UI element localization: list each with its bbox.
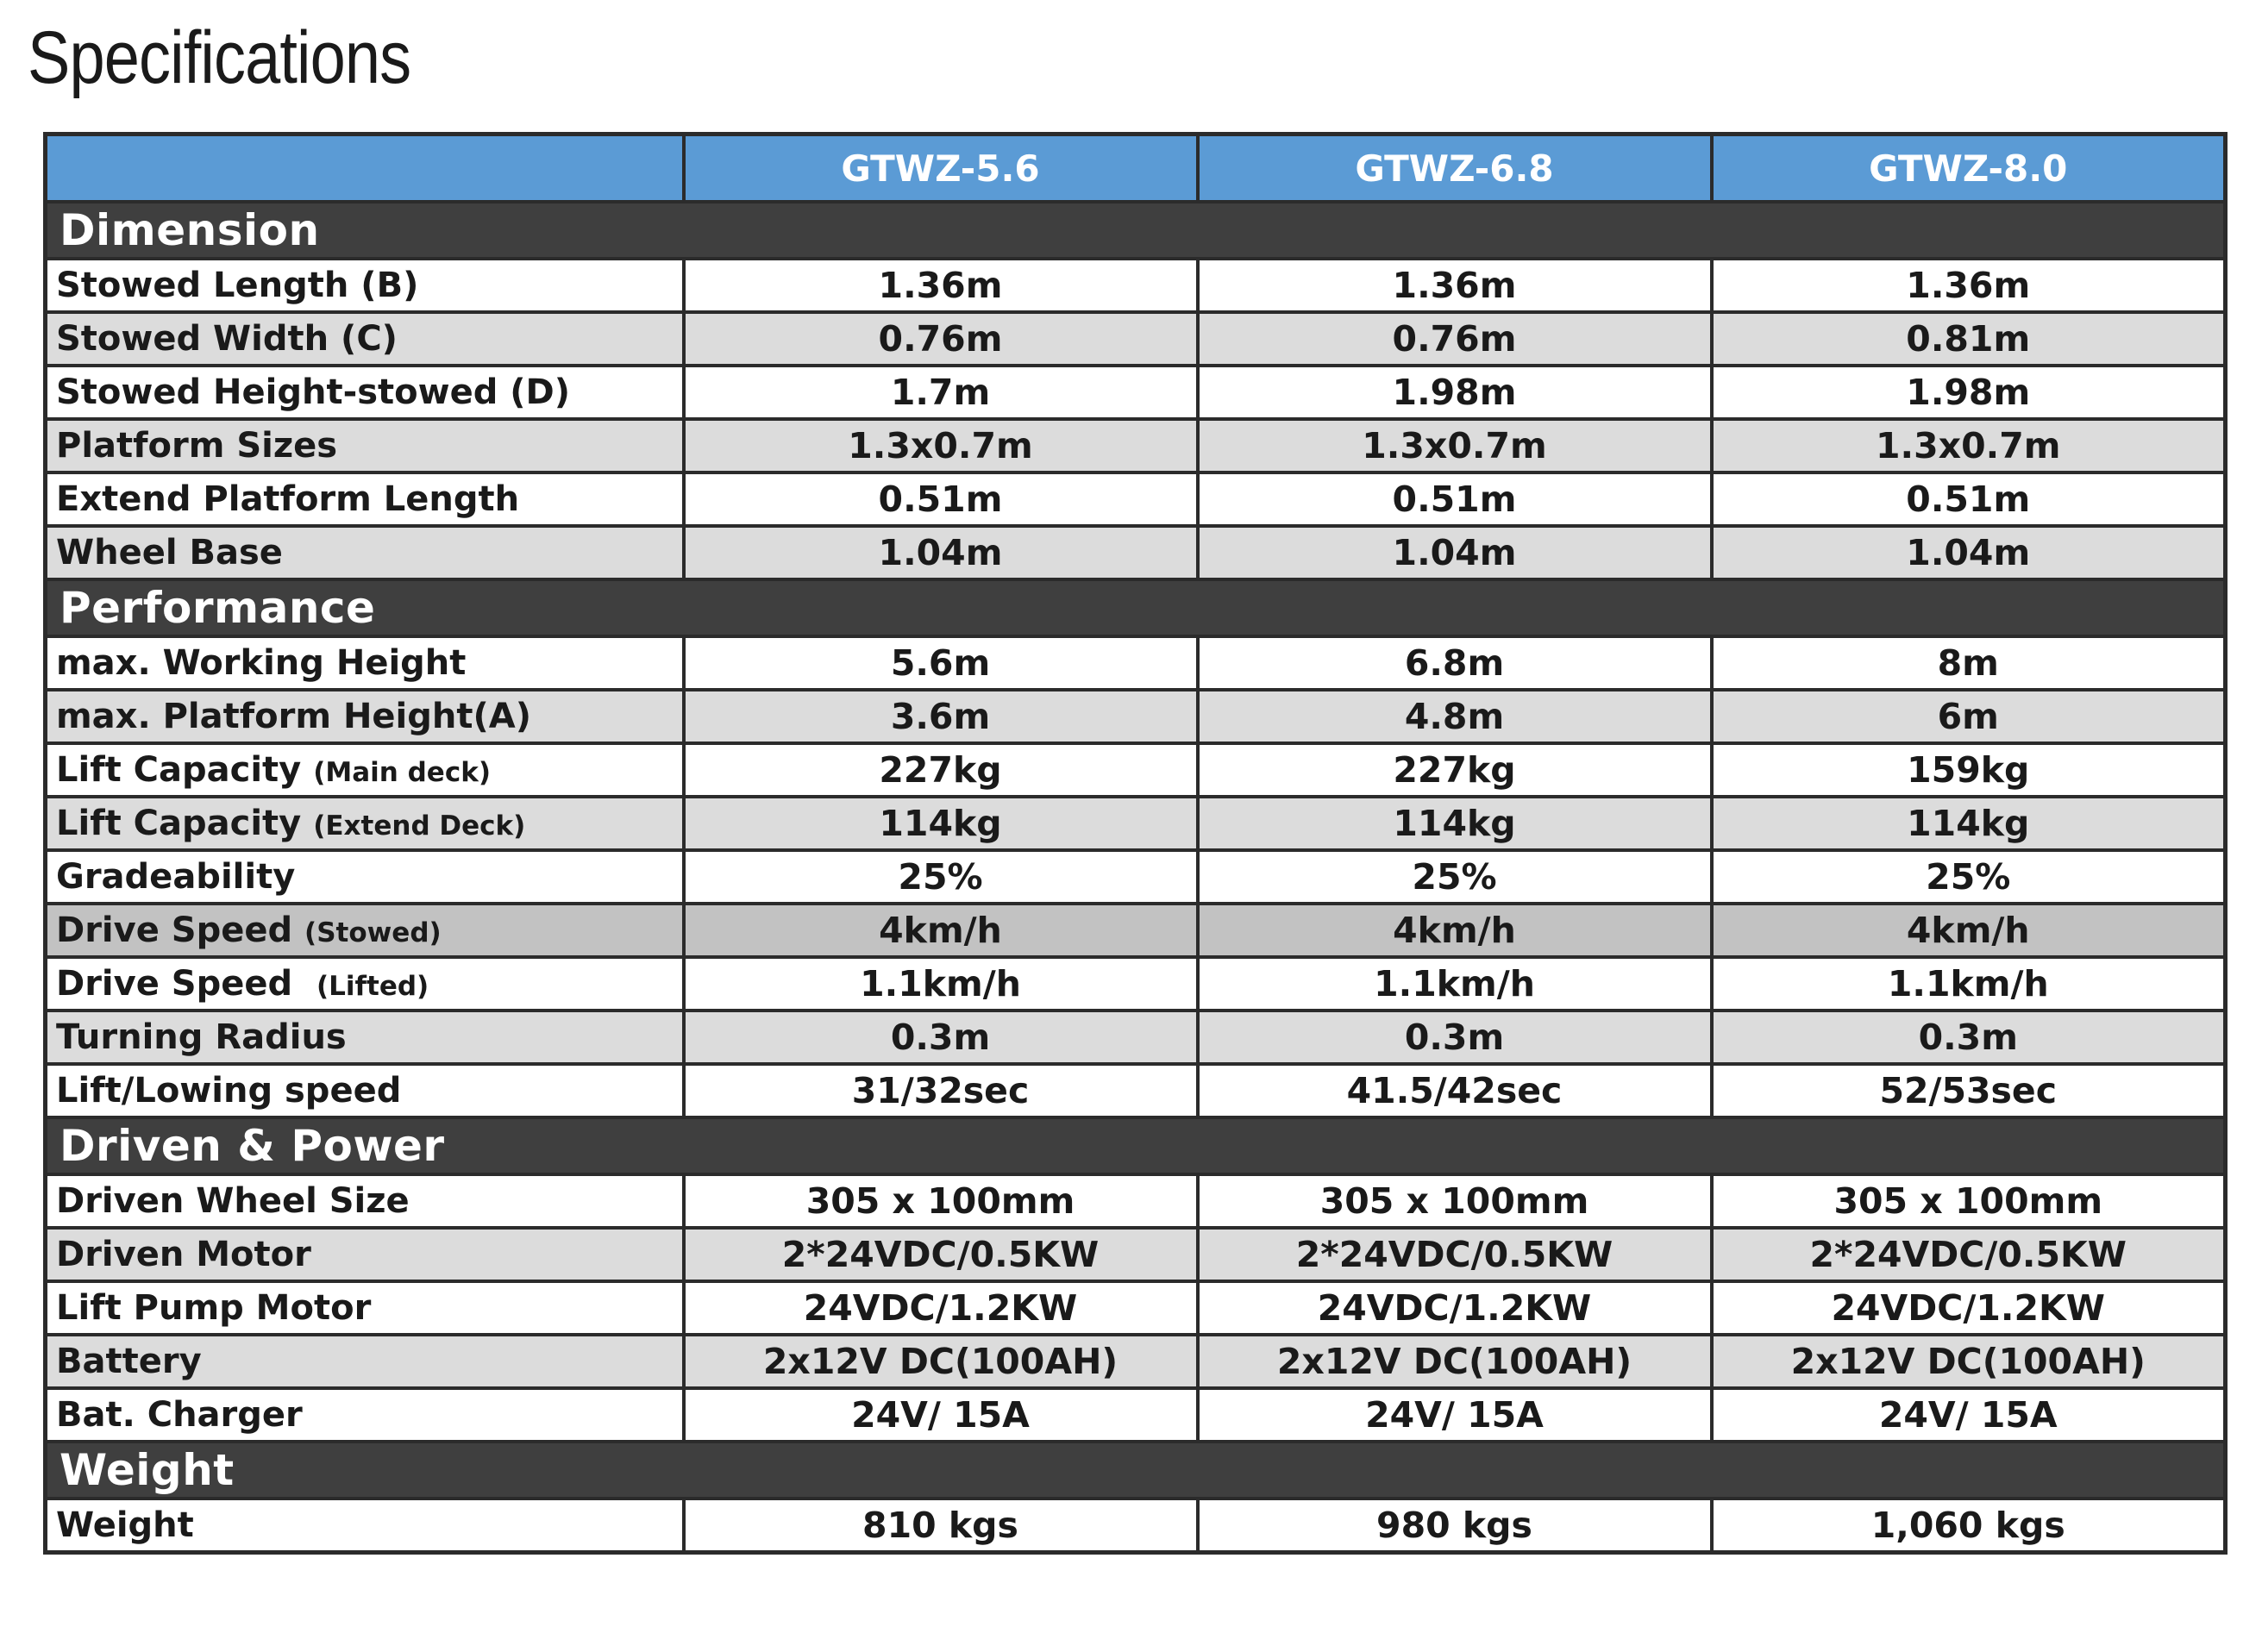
value-cell: 0.3m — [1198, 1011, 1712, 1064]
value-cell: 0.51m — [684, 472, 1198, 526]
table-row — [46, 1228, 2226, 1281]
value-cell: 114kg — [684, 797, 1198, 850]
model-header-cell: GTWZ-5.6 — [684, 135, 1198, 203]
value-cell: 31/32sec — [684, 1064, 1198, 1117]
value-cell: 6.8m — [1198, 636, 1712, 690]
value-cell: 2x12V DC(100AH) — [1198, 1335, 1712, 1388]
value-cell: 1.36m — [1198, 259, 1712, 312]
value-cell: 0.3m — [1712, 1011, 2226, 1064]
value-cell: 0.76m — [1198, 312, 1712, 366]
value-cell: 1.04m — [1198, 526, 1712, 579]
table-row — [46, 1335, 2226, 1388]
row-label-text: Drive Speed — [56, 910, 293, 950]
row-label-note: (Lifted) — [316, 971, 429, 1002]
value-cell: 2*24VDC/0.5KW — [1198, 1228, 1712, 1281]
model-header-row — [46, 135, 2226, 203]
section-title: Driven & Power — [46, 1117, 2226, 1174]
value-cell: 25% — [1198, 850, 1712, 904]
specifications-table — [43, 132, 2228, 1555]
value-cell: 24V/ 15A — [1712, 1388, 2226, 1442]
table-row — [46, 259, 2226, 312]
value-cell: 24V/ 15A — [1198, 1388, 1712, 1442]
value-cell: 52/53sec — [1712, 1064, 2226, 1117]
value-cell: 1.3x0.7m — [684, 419, 1198, 472]
section-header-row — [46, 1117, 2226, 1174]
value-cell: 114kg — [1198, 797, 1712, 850]
row-label: Weight — [46, 1499, 684, 1553]
value-cell: 24VDC/1.2KW — [684, 1281, 1198, 1335]
row-label-text: Drive Speed — [56, 964, 293, 1004]
value-cell: 114kg — [1712, 797, 2226, 850]
value-cell: 1.36m — [1712, 259, 2226, 312]
value-cell: 0.3m — [684, 1011, 1198, 1064]
page-title: Specifications — [28, 16, 411, 99]
row-label: Stowed Height-stowed (D) — [46, 366, 684, 419]
table-row — [46, 850, 2226, 904]
value-cell: 227kg — [684, 743, 1198, 797]
value-cell: 0.81m — [1712, 312, 2226, 366]
row-label: max. Working Height — [46, 636, 684, 690]
value-cell: 8m — [1712, 636, 2226, 690]
row-label-text: Lift Capacity — [56, 750, 302, 790]
value-cell: 305 x 100mm — [684, 1174, 1198, 1228]
model-header-cell: GTWZ-6.8 — [1198, 135, 1712, 203]
table-row — [46, 1064, 2226, 1117]
table-row — [46, 366, 2226, 419]
value-cell: 305 x 100mm — [1198, 1174, 1712, 1228]
value-cell: 1.04m — [1712, 526, 2226, 579]
section-header-row — [46, 202, 2226, 259]
value-cell: 25% — [1712, 850, 2226, 904]
value-cell: 980 kgs — [1198, 1499, 1712, 1553]
row-label: Extend Platform Length — [46, 472, 684, 526]
row-label — [46, 797, 684, 850]
value-cell: 24VDC/1.2KW — [1712, 1281, 2226, 1335]
table-row — [46, 904, 2226, 957]
table-row — [46, 1281, 2226, 1335]
section-title: Weight — [46, 1442, 2226, 1499]
value-cell: 159kg — [1712, 743, 2226, 797]
value-cell: 810 kgs — [684, 1499, 1198, 1553]
row-label-note: (Main deck) — [313, 757, 491, 788]
row-label: Bat. Charger — [46, 1388, 684, 1442]
section-title: Performance — [46, 579, 2226, 636]
row-label: Gradeability — [46, 850, 684, 904]
row-label: Lift/Lowing speed — [46, 1064, 684, 1117]
table-row — [46, 526, 2226, 579]
value-cell: 0.76m — [684, 312, 1198, 366]
table-row — [46, 797, 2226, 850]
value-cell: 1.1km/h — [1198, 957, 1712, 1011]
row-label — [46, 957, 684, 1011]
table-row — [46, 743, 2226, 797]
table-row — [46, 1174, 2226, 1228]
value-cell: 1.3x0.7m — [1712, 419, 2226, 472]
value-cell: 1.3x0.7m — [1198, 419, 1712, 472]
value-cell: 1.36m — [684, 259, 1198, 312]
row-label: Platform Sizes — [46, 419, 684, 472]
value-cell: 2x12V DC(100AH) — [1712, 1335, 2226, 1388]
table-row — [46, 957, 2226, 1011]
value-cell: 1.1km/h — [684, 957, 1198, 1011]
value-cell: 24V/ 15A — [684, 1388, 1198, 1442]
table-row — [46, 1388, 2226, 1442]
value-cell: 0.51m — [1198, 472, 1712, 526]
section-header-row — [46, 579, 2226, 636]
value-cell: 2x12V DC(100AH) — [684, 1335, 1198, 1388]
row-label: max. Platform Height(A) — [46, 690, 684, 743]
table-row — [46, 1011, 2226, 1064]
value-cell: 305 x 100mm — [1712, 1174, 2226, 1228]
row-label: Driven Motor — [46, 1228, 684, 1281]
header-corner-cell — [46, 135, 684, 203]
section-header-row — [46, 1442, 2226, 1499]
value-cell: 1.7m — [684, 366, 1198, 419]
table-row — [46, 690, 2226, 743]
value-cell: 1.98m — [1712, 366, 2226, 419]
table-row — [46, 312, 2226, 366]
value-cell: 5.6m — [684, 636, 1198, 690]
section-title: Dimension — [46, 202, 2226, 259]
value-cell: 2*24VDC/0.5KW — [684, 1228, 1198, 1281]
value-cell: 25% — [684, 850, 1198, 904]
model-header-cell: GTWZ-8.0 — [1712, 135, 2226, 203]
value-cell: 227kg — [1198, 743, 1712, 797]
row-label-note: (Stowed) — [304, 917, 442, 948]
row-label — [46, 743, 684, 797]
value-cell: 4km/h — [1198, 904, 1712, 957]
value-cell: 4.8m — [1198, 690, 1712, 743]
row-label: Battery — [46, 1335, 684, 1388]
value-cell: 0.51m — [1712, 472, 2226, 526]
row-label: Stowed Width (C) — [46, 312, 684, 366]
table-row — [46, 419, 2226, 472]
value-cell: 4km/h — [684, 904, 1198, 957]
value-cell: 1.04m — [684, 526, 1198, 579]
table-row — [46, 636, 2226, 690]
row-label: Driven Wheel Size — [46, 1174, 684, 1228]
value-cell: 2*24VDC/0.5KW — [1712, 1228, 2226, 1281]
value-cell: 3.6m — [684, 690, 1198, 743]
row-label — [46, 904, 684, 957]
table-row — [46, 1499, 2226, 1553]
row-label-text: Lift Capacity — [56, 804, 302, 843]
value-cell: 6m — [1712, 690, 2226, 743]
value-cell: 1.98m — [1198, 366, 1712, 419]
row-label-note: (Extend Deck) — [313, 810, 526, 842]
table-row — [46, 472, 2226, 526]
value-cell: 4km/h — [1712, 904, 2226, 957]
value-cell: 1.1km/h — [1712, 957, 2226, 1011]
value-cell: 41.5/42sec — [1198, 1064, 1712, 1117]
row-label: Turning Radius — [46, 1011, 684, 1064]
value-cell: 24VDC/1.2KW — [1198, 1281, 1712, 1335]
row-label: Lift Pump Motor — [46, 1281, 684, 1335]
value-cell: 1,060 kgs — [1712, 1499, 2226, 1553]
row-label: Stowed Length (B) — [46, 259, 684, 312]
row-label: Wheel Base — [46, 526, 684, 579]
